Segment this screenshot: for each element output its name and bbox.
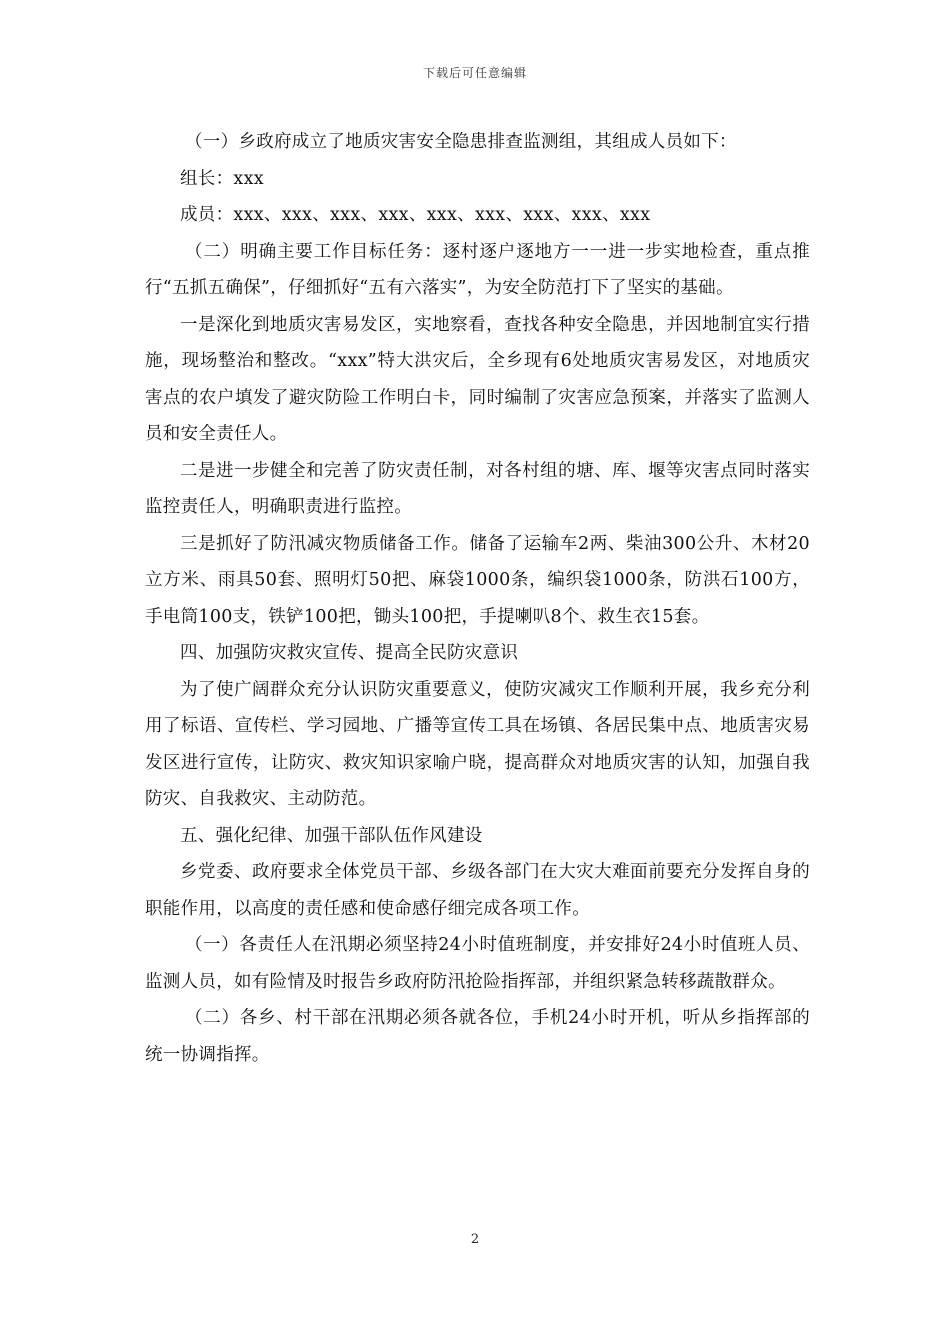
paragraph-group-members: 成员：xxx、xxx、xxx、xxx、xxx、xxx、xxx、xxx、xxx: [180, 205, 651, 225]
paragraph-cadres-on-duty: （二）各乡、村干部在汛期必须各就各位，手机24小时开机，听从乡指挥部的统一协调指挥。: [145, 1008, 810, 1065]
paragraph-group-leader: 组长：xxx: [180, 168, 264, 189]
paragraph-item-one: 一是深化到地质灾害易发区，实地察看，查找各种安全隐患，并因地制宜实行措施，现场整治和整改。“xxx”特大洪灾后，全乡现有6处地质灾害易发区，对地质灾害点的农户填发了避灾防险工作明白卡，同时编制了灾害应急预案，并落实了监测人员和安全责任人。: [145, 314, 810, 444]
paragraph-discipline: 乡党委、政府要求全体党员干部、乡级各部门在大灾大难面前要充分发挥自身的职能作用，以高度的责任感和使命感仔细完成各项工作。: [145, 862, 810, 919]
paragraph-monitoring-group: （一）乡政府成立了地质灾害安全隐患排查监测组，其组成人员如下：: [185, 132, 737, 152]
page-number: 2: [470, 1232, 480, 1247]
page-header: 下载后可任意编辑: [422, 66, 527, 80]
paragraph-work-targets: （二）明确主要工作目标任务：逐村逐户逐地方一一进一步实地检查，重点推行“五抓五确保”，仔细抓好“五有六落实”，为安全防范打下了坚实的基础。: [145, 241, 810, 298]
section-heading-five: 五、强化纪律、加强干部队伍作风建设: [180, 825, 483, 846]
section-heading-four: 四、加强防灾救灾宣传、提高全民防灾意识: [180, 643, 519, 663]
paragraph-item-two: 二是进一步健全和完善了防灾责任制，对各村组的塘、库、堰等灾害点同时落实监控责任人，明确职责进行监控。: [145, 460, 810, 517]
paragraph-item-three: 三是抓好了防汛减灾物质储备工作。储备了运输车2两、柴油300公升、木材20立方米、雨具50套、照明灯50把、麻袋1000条，编织袋1000条，防洪石100方，手电筒100支，铁铲100把，锄头100把，手提喇叭8个、救生衣15套。: [145, 533, 810, 627]
paragraph-publicity: 为了使广阔群众充分认识防灾重要意义，使防灾减灾工作顺利开展，我乡充分利用了标语、宣传栏、学习园地、广播等宣传工具在场镇、各居民集中点、地质害灾易发区进行宣传，让防灾、救灾知识家喻户晓，提高群众对地质灾害的认知，加强自我防灾、自我救灾、主动防范。: [145, 679, 810, 809]
document-body: [145, 124, 810, 1073]
paragraph-duty-system: （一）各责任人在汛期必须坚持24小时值班制度，并安排好24小时值班人员、监测人员，如有险情及时报告乡政府防汛抢险指挥部，并组织紧急转移蔬散群众。: [145, 935, 810, 992]
